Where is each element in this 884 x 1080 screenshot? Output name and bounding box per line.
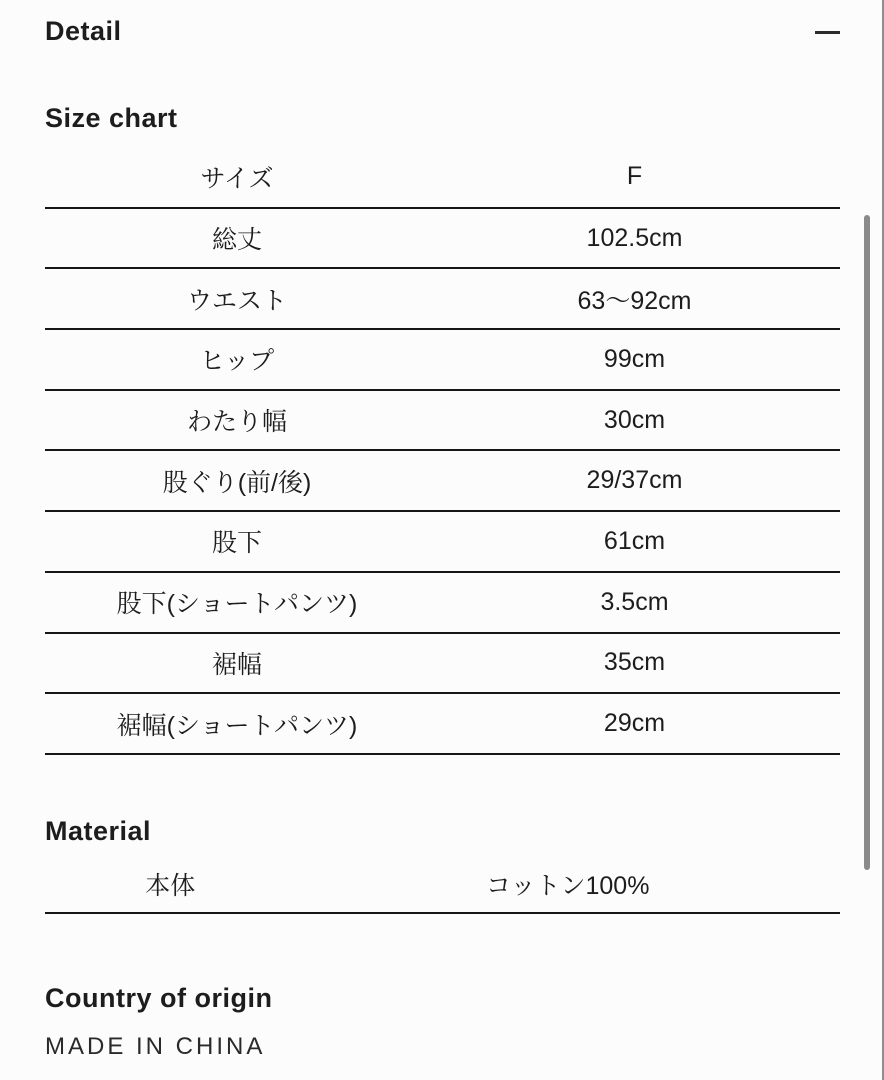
size-chart-row: [45, 572, 840, 633]
scrollbar-thumb[interactable]: [864, 215, 870, 870]
size-chart-row: [45, 693, 840, 754]
material-title: Material: [45, 815, 152, 846]
material-row: [45, 856, 840, 913]
size-label-cell: 股ぐり(前/後): [45, 450, 429, 511]
size-label-cell: サイズ: [45, 147, 429, 208]
material-label-cell: 本体: [45, 856, 295, 913]
size-value-cell: 63〜92cm: [429, 268, 840, 329]
minus-icon: [815, 31, 840, 34]
size-chart-row: [45, 147, 840, 208]
size-label-cell: ヒップ: [45, 329, 429, 390]
size-value-cell: 99cm: [429, 329, 840, 390]
detail-section-title: Detail: [45, 16, 122, 47]
size-label-cell: わたり幅: [45, 390, 429, 451]
size-value-cell: 30cm: [429, 390, 840, 451]
size-chart-row: [45, 329, 840, 390]
size-label-cell: ウエスト: [45, 268, 429, 329]
size-value-cell: F: [429, 147, 840, 208]
size-chart-row: [45, 390, 840, 451]
size-chart-row: [45, 208, 840, 269]
size-chart-title: Size chart: [45, 103, 178, 133]
size-value-cell: 29/37cm: [429, 450, 840, 511]
size-value-cell: 29cm: [429, 693, 840, 754]
size-label-cell: 総丈: [45, 208, 429, 269]
size-label-cell: 裾幅(ショートパンツ): [45, 693, 429, 754]
size-value-cell: 35cm: [429, 633, 840, 694]
size-chart-row: [45, 511, 840, 572]
size-chart-table: [45, 147, 840, 755]
collapse-section-button[interactable]: [810, 17, 840, 47]
size-chart-row: [45, 633, 840, 694]
material-value-cell: コットン100%: [295, 856, 840, 913]
country-of-origin-value: MADE IN CHINA: [45, 1032, 266, 1060]
country-of-origin-title: Country of origin: [45, 982, 273, 1013]
size-label-cell: 股下: [45, 511, 429, 572]
detail-section-header: [45, 16, 840, 48]
material-table: [45, 856, 840, 914]
size-label-cell: 裾幅: [45, 633, 429, 694]
size-value-cell: 61cm: [429, 511, 840, 572]
size-chart-row: [45, 268, 840, 329]
size-label-cell: 股下(ショートパンツ): [45, 572, 429, 633]
size-value-cell: 3.5cm: [429, 572, 840, 633]
size-chart-row: [45, 450, 840, 511]
size-value-cell: 102.5cm: [429, 208, 840, 269]
